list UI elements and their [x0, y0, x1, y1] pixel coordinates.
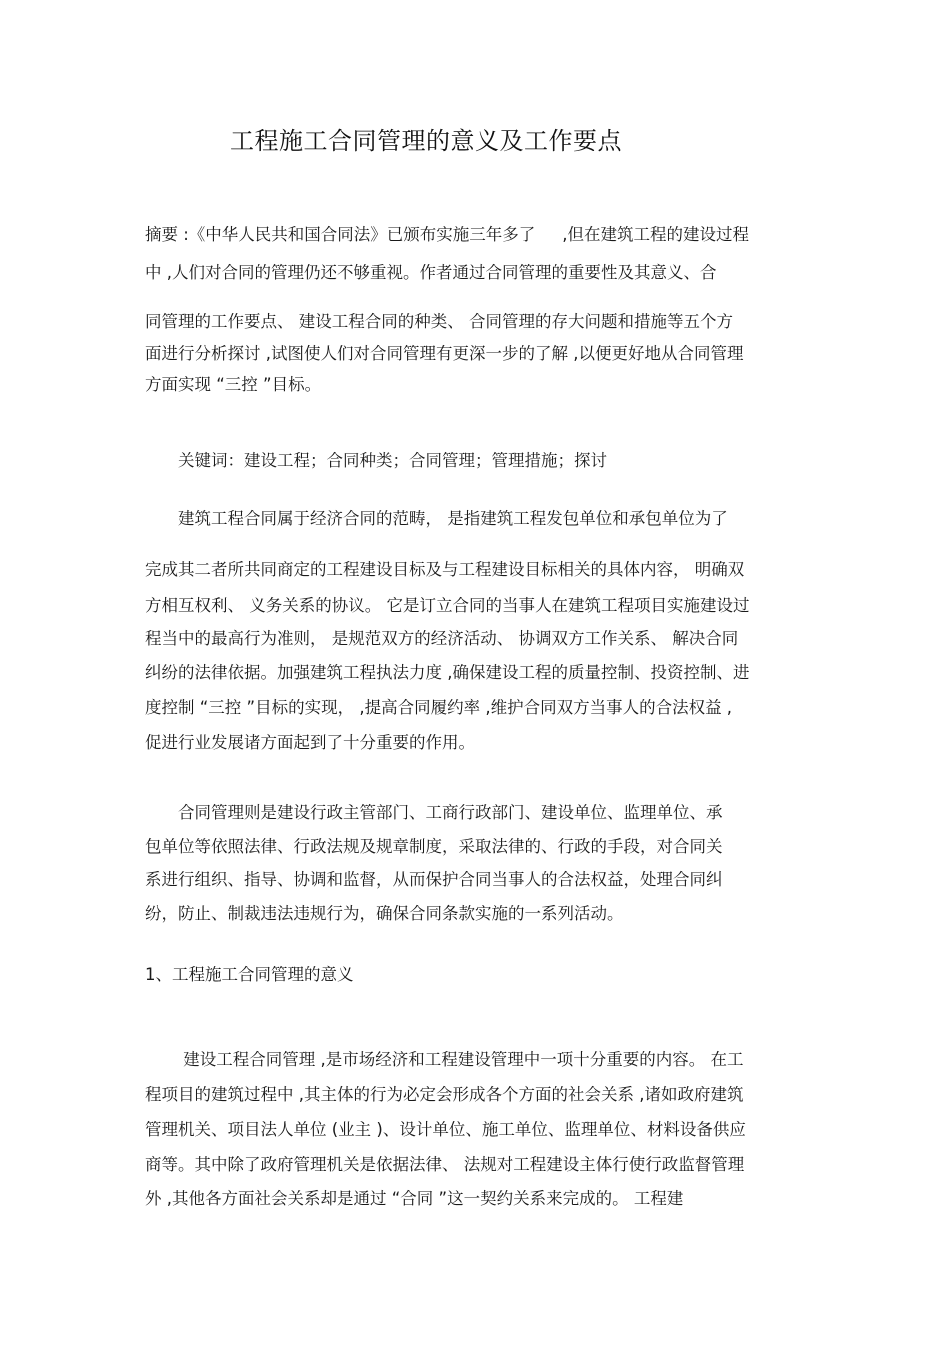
paragraph-2-line-4: 纷，防止、制裁违法违规行为，确保合同条款实施的一系列活动。: [145, 904, 624, 923]
paragraph-3-line-1: 建设工程合同管理 ,是市场经济和工程建设管理中一项十分重要的内容。 在工: [145, 1050, 744, 1069]
paragraph-3-line-5: 外 ,其他各方面社会关系却是通过 “合同 ”这一契约关系来完成的。 工程建: [145, 1189, 684, 1208]
abstract-line-5: 方面实现 “三控 ”目标。: [145, 375, 322, 394]
paragraph-3-line-2: 程项目的建筑过程中 ,其主体的行为必定会形成各个方面的社会关系 ,诸如政府建筑: [145, 1085, 744, 1104]
keywords-line: 关键词：建设工程；合同种类；合同管理；管理措施；探讨: [145, 451, 607, 470]
abstract-line-2: 中 ,人们对合同的管理仍还不够重视。作者通过合同管理的重要性及其意义、合: [145, 263, 717, 282]
abstract-line-4: 面进行分析探讨 ,试图使人们对合同管理有更深一步的了解 ,以便更好地从合同管理: [145, 344, 744, 363]
paragraph-1-line-7: 促进行业发展诸方面起到了十分重要的作用。: [145, 733, 475, 752]
paragraph-1-line-4: 程当中的最高行为准则， 是规范双方的经济活动、 协调双方工作关系、 解决合同: [145, 629, 739, 648]
abstract-line-3: 同管理的工作要点、 建设工程合同的种类、 合同管理的存大问题和措施等五个方: [145, 312, 733, 331]
paragraph-2-line-2: 包单位等依照法律、行政法规及规章制度，采取法律的、行政的手段，对合同关: [145, 837, 723, 856]
paragraph-1-line-2: 完成其二者所共同商定的工程建设目标及与工程建设目标相关的具体内容， 明确双: [145, 560, 745, 579]
paragraph-1-line-6: 度控制 “三控 ”目标的实现， ,提高合同履约率 ,维护合同双方当事人的合法权益 ,: [145, 698, 733, 717]
abstract-line-1: 摘要 :《中华人民共和国合同法》已颁布实施三年多了 ,但在建筑工程的建设过程: [145, 225, 750, 244]
paragraph-2-line-3: 系进行组织、指导、协调和监督，从而保护合同当事人的合法权益，处理合同纠: [145, 870, 723, 889]
paragraph-3-line-3: 管理机关、项目法人单位 (业主 )、设计单位、施工单位、监理单位、材料设备供应: [145, 1120, 746, 1139]
section-1-heading: 1、工程施工合同管理的意义: [145, 965, 354, 984]
paragraph-1-line-3: 方相互权利、 义务关系的协议。 它是订立合同的当事人在建筑工程项目实施建设过: [145, 596, 750, 615]
document-title: 工程施工合同管理的意义及工作要点: [230, 127, 622, 155]
paragraph-1-line-1: 建筑工程合同属于经济合同的范畴， 是指建筑工程发包单位和承包单位为了: [145, 509, 728, 528]
paragraph-2-line-1: 合同管理则是建设行政主管部门、工商行政部门、建设单位、监理单位、承: [145, 803, 723, 822]
paragraph-1-line-5: 纠纷的法律依据。加强建筑工程执法力度 ,确保建设工程的质量控制、投资控制、进: [145, 663, 750, 682]
paragraph-3-line-4: 商等。其中除了政府管理机关是依据法律、 法规对工程建设主体行使行政监督管理: [145, 1155, 745, 1174]
